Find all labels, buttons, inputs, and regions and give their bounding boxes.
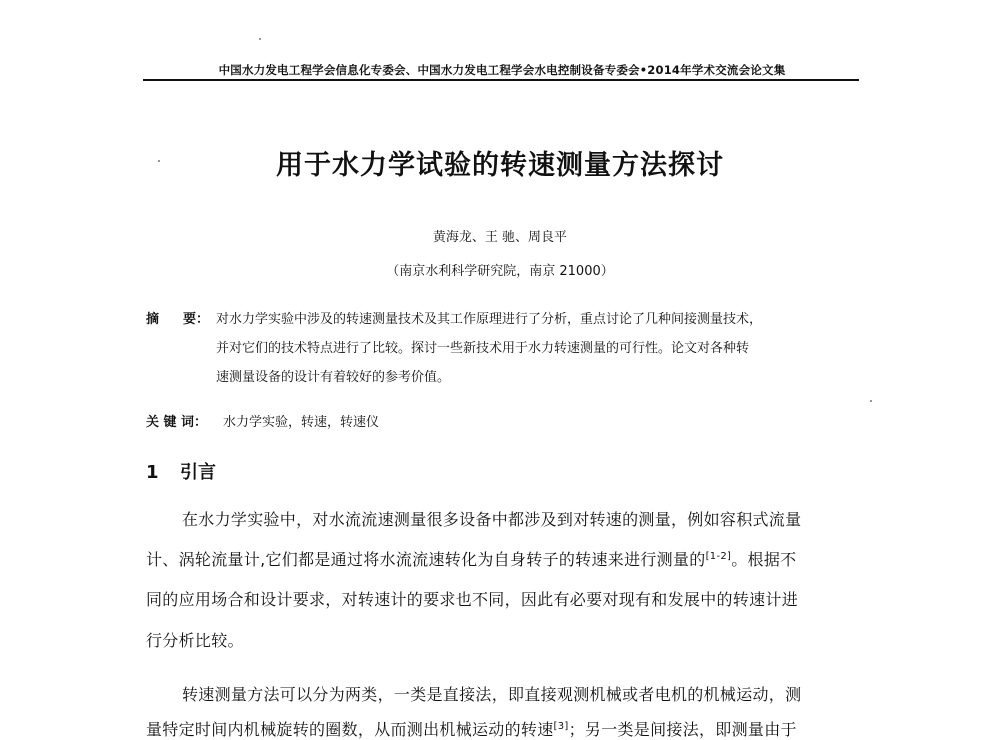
body-text: ；另一类是间接法，即测量由于 bbox=[568, 720, 797, 739]
abstract-line: 速测量设备的设计有着较好的参考价值。 bbox=[216, 370, 451, 385]
header-rule bbox=[143, 79, 859, 81]
body-text: 。根据不 bbox=[731, 550, 797, 569]
running-header: 中国水力发电工程学会信息化专委会、中国水力发电工程学会水电控制设备专委会•2014年学术交流会论文集 bbox=[218, 63, 786, 77]
abstract-line: 并对它们的技术特点进行了比较。探讨一些新技术用于水力转速测量的可行性。论文对各种转 bbox=[216, 341, 750, 356]
body-line bbox=[146, 717, 797, 740]
abstract-line: 对水力学实验中涉及的转速测量技术及其工作原理进行了分析，重点讨论了几种间接测量技术， bbox=[216, 312, 763, 327]
body-line: 转速测量方法可以分为两类，一类是直接法，即直接观测机械或者电机的机械运动，测 bbox=[182, 685, 802, 704]
citation: [1-2] bbox=[705, 551, 732, 562]
body-line: 行分析比较。 bbox=[146, 631, 244, 650]
body-line: 在水力学实验中，对水流流速测量很多设备中都涉及到对转速的测量，例如容积式流量 bbox=[182, 510, 802, 529]
affiliation: （南京水利科学研究院，南京 21000） bbox=[386, 264, 614, 279]
body-line: 同的应用场合和设计要求，对转速计的要求也不同，因此有必要对现有和发展中的转速计进 bbox=[146, 590, 799, 609]
authors: 黄海龙、王 驰、周良平 bbox=[432, 230, 568, 245]
keywords-text: 水力学实验，转速，转速仪 bbox=[223, 415, 380, 430]
citation: [3] bbox=[553, 721, 569, 732]
abstract-label-part2: 要： bbox=[183, 312, 210, 327]
keywords-label: 关 键 词： bbox=[146, 415, 208, 430]
section-heading bbox=[146, 458, 216, 484]
paper-title: 用于水力学试验的转速测量方法探讨 bbox=[276, 150, 724, 181]
scan-speck bbox=[870, 400, 872, 402]
body-line bbox=[146, 547, 796, 570]
body-text: 计、涡轮流量计,它们都是通过将水流流速转化为自身转子的转速来进行测量的 bbox=[146, 550, 706, 569]
scan-speck bbox=[259, 38, 261, 40]
abstract-label bbox=[146, 308, 209, 327]
section-number: 1 bbox=[146, 462, 159, 483]
body-text: 量特定时间内机械旋转的圈数，从而测出机械运动的转速 bbox=[146, 720, 554, 739]
abstract-label-part1: 摘 bbox=[146, 312, 160, 327]
section-title: 引言 bbox=[180, 462, 216, 483]
